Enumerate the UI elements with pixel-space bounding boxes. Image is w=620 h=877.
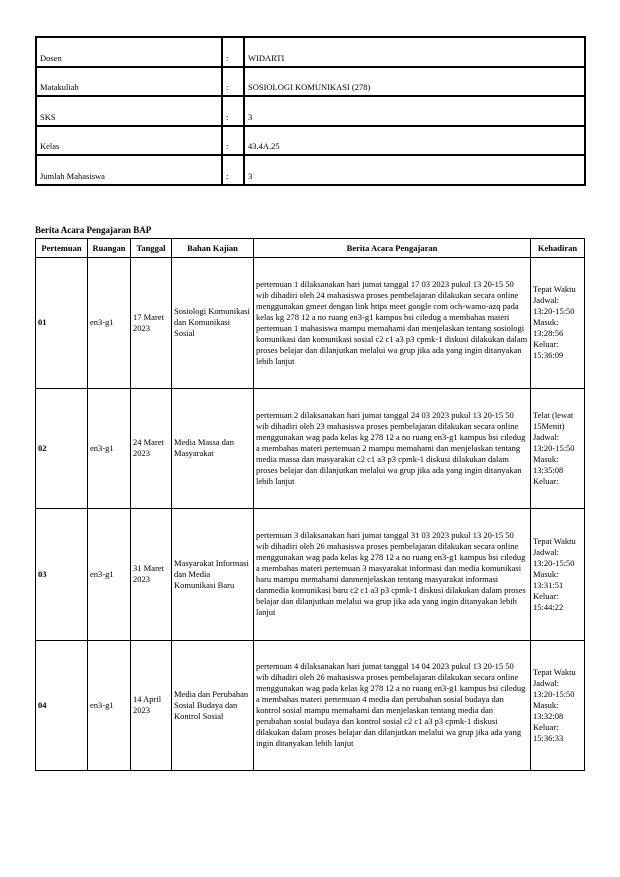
pertemuan-cell: 04 <box>36 640 88 770</box>
ruangan-cell: en3-g1 <box>88 257 131 388</box>
info-value: WIDARTI <box>244 37 585 67</box>
info-label: Kelas <box>36 126 222 156</box>
info-separator: : <box>222 96 244 126</box>
course-info-table <box>35 36 586 186</box>
pertemuan-cell: 02 <box>36 388 88 508</box>
info-label: Dosen <box>36 37 222 67</box>
document-page <box>35 36 584 771</box>
bap-header-row <box>36 238 585 257</box>
info-separator: : <box>222 155 244 185</box>
info-label: Matakuliah <box>36 67 222 97</box>
bap-table <box>35 238 585 771</box>
berita-acara-cell: pertemuan 1 dilaksanakan hari jumat tanggal 17 03 2023 pukul 13 20-15 50 wib dihadiri oleh 24 mahasiswa proses pembelajaran dilakukan secara online menggunakan gmeet dengan link https meet google com och-wamo-azq pada kelas kg 278 12 a no ruang en3-g1 kampus bsi ciledug a membahas materi pertemuan 1 mahasiswa mampu memahami dan menjelaskan tentang sosiologi komunikasi dan komunikasi sosial c2 c1 a3 p3 cpmk-1 diskusi dilakukan dalam proses belajar dan dilanjutkan melalui wa grup jika ada yang ingin ditanyakan lebih lanjut <box>254 257 531 388</box>
ruangan-cell: en3-g1 <box>88 640 131 770</box>
table-row <box>36 640 585 770</box>
info-value: 3 <box>244 155 585 185</box>
ruangan-cell: en3-g1 <box>88 508 131 640</box>
section-title: Berita Acara Pengajaran BAP <box>35 224 152 235</box>
info-separator: : <box>222 126 244 156</box>
header-pertemuan: Pertemuan <box>36 238 88 257</box>
info-separator: : <box>222 67 244 97</box>
header-tanggal: Tanggal <box>131 238 172 257</box>
header-ruangan: Ruangan <box>88 238 131 257</box>
table-row <box>36 388 585 508</box>
bahan-kajian-cell: Sosiologi Komunikasi dan Komunikasi Sosial <box>172 257 254 388</box>
kehadiran-cell: Tepat Waktu Jadwal: 13:20-15:50 Masuk: 13:31:51 Keluar: 15:44:22 <box>531 508 585 640</box>
info-separator: : <box>222 37 244 67</box>
kehadiran-cell: Tepat Waktu Jadwal: 13:20-15:50 Masuk: 13:32:08 Keluar: 15:36:33 <box>531 640 585 770</box>
info-value: 43.4A.25 <box>244 126 585 156</box>
tanggal-cell: 31 Maret 2023 <box>131 508 172 640</box>
info-row-dosen <box>36 37 585 67</box>
info-label: SKS <box>36 96 222 126</box>
header-bahan-kajian: Bahan Kajian <box>172 238 254 257</box>
header-berita-acara: Berita Acara Pengajaran <box>254 238 531 257</box>
bahan-kajian-cell: Media Massa dan Masyarakat <box>172 388 254 508</box>
bahan-kajian-cell: Masyarakat Informasi dan Media Komunikasi Baru <box>172 508 254 640</box>
info-row-jumlah-mahasiswa <box>36 155 585 185</box>
pertemuan-cell: 03 <box>36 508 88 640</box>
table-row <box>36 508 585 640</box>
tanggal-cell: 14 April 2023 <box>131 640 172 770</box>
kehadiran-cell: Telat (lewat 15Menit) Jadwal: 13:20-15:50 Masuk: 13:35:08 Keluar: <box>531 388 585 508</box>
info-row-matakuliah <box>36 67 585 97</box>
info-label: Jumlah Mahasiswa <box>36 155 222 185</box>
ruangan-cell: en3-g1 <box>88 388 131 508</box>
tanggal-cell: 17 Maret 2023 <box>131 257 172 388</box>
kehadiran-cell: Tepat Waktu Jadwal: 13:20-15:50 Masuk: 13:28:56 Keluar: 15:36:09 <box>531 257 585 388</box>
header-kehadiran: Kehadiran <box>531 238 585 257</box>
info-row-sks <box>36 96 585 126</box>
bahan-kajian-cell: Media dan Perubahan Sosial Budaya dan Kontrol Sosial <box>172 640 254 770</box>
info-value: SOSIOLOGI KOMUNIKASI (278) <box>244 67 585 97</box>
berita-acara-cell: pertemuan 2 dilaksanakan hari jumat tanggal 24 03 2023 pukul 13 20-15 50 wib dihadiri oleh 23 mahasiswa proses pembelajaran dilakukan secara online menggunakan wag pada kelas kg 278 12 a no ruang en3-g1 kampus bsi ciledug a membahas materi pertemuan 2 mampu memahami dan menjelaskan tentang media massa dan masyarakat c2 c1 a3 p3 cpmk-1 diskusi dilakukan dalam proses belajar dan dilanjutkan melalui wa grup jika ada yang ingin ditanyakan lebih lanjut <box>254 388 531 508</box>
info-value: 3 <box>244 96 585 126</box>
table-row <box>36 257 585 388</box>
berita-acara-cell: pertemuan 3 dilaksanakan hari jumat tanggal 31 03 2023 pukul 13 20-15 50 wib dihadiri oleh 26 mahasiswa proses pembelajaran dilakukan secara online menggunakan wag pada kelas kg 278 12 a no ruang en3-g1 kampus bsi ciledug a membahas materi pertemuan 3 masyarakat informasi dan media komunikasi baru mampu memahami danmenjelaskan tentang masyarakat informasi danmedia komunikasi baru c2 c1 a3 p3 cpmk-1 diskusi dilakukan dalam proses belajar dan dilanjutkan melalui wa grup jika ada yang ingin ditanyakan lebih lanjut <box>254 508 531 640</box>
berita-acara-cell: pertemuan 4 dilaksanakan hari jumat tanggal 14 04 2023 pukul 13 20-15 50 wib dihadiri oleh 26 mahasiswa proses pembelajaran dilakukan secara online menggunakan wag pada kelas kg 278 12 a no ruang en3-g1 kampus bsi ciledug a membahas materi pertemuan 4 media dan perubahan sosial budaya dan kontrol sosial mampu memahami dan menjelaskan tentang media dan perubahan sosial budaya dan kontrol sosial c2 c1 a3 p3 cpmk-1 diskusi dilakukan dalam proses belajar dan dilanjutkan melalui wa grup jika ada yang ingin ditanyakan lebih lanjut <box>254 640 531 770</box>
pertemuan-cell: 01 <box>36 257 88 388</box>
info-row-kelas <box>36 126 585 156</box>
tanggal-cell: 24 Maret 2023 <box>131 388 172 508</box>
